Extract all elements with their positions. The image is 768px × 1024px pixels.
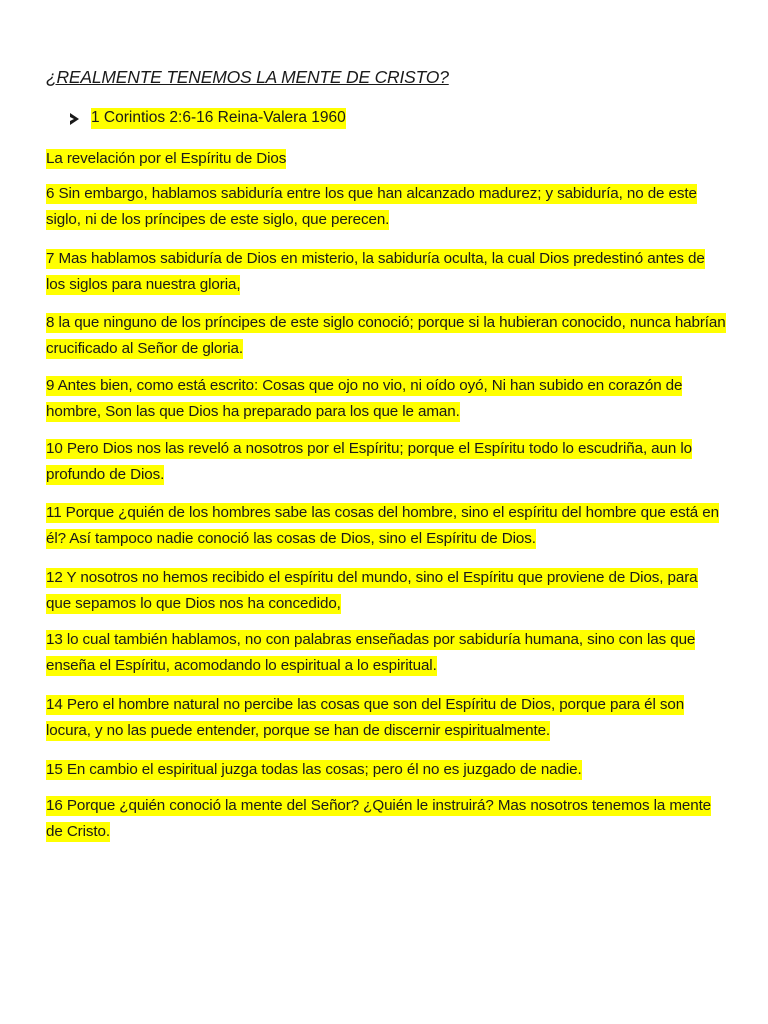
verse-text: 15 En cambio el espiritual juzga todas las cosas; pero él no es juzgado de nadie. xyxy=(46,761,582,778)
scripture-reference xyxy=(70,108,346,129)
document-title: ¿REALMENTE TENEMOS LA MENTE DE CRISTO? xyxy=(46,67,449,87)
verse-text: 8 la que ninguno de los príncipes de este siglo conoció; porque si la hubieran conocido, nunca habrían crucificado al Señor de gloria. xyxy=(46,314,726,357)
verse-text: 6 Sin embargo, hablamos sabiduría entre los que han alcanzado madurez; y sabiduría, no de este siglo, ni de los príncipes de este siglo, que perecen. xyxy=(46,185,697,228)
verse-8 xyxy=(46,310,726,362)
verse-text: 9 Antes bien, como está escrito: Cosas que ojo no vio, ni oído oyó, Ni han subido en corazón de hombre, Son las que Dios ha preparado para los que le aman. xyxy=(46,377,683,420)
verse-text: 10 Pero Dios nos las reveló a nosotros por el Espíritu; porque el Espíritu todo lo escudriña, aun lo profundo de Dios. xyxy=(46,440,692,483)
verse-text: 16 Porque ¿quién conoció la mente del Señor? ¿Quién le instruirá? Mas nosotros tenemos la mente de Cristo. xyxy=(46,797,712,840)
verse-12 xyxy=(46,565,726,617)
arrow-bullet-icon xyxy=(70,113,79,125)
verse-13 xyxy=(46,627,726,679)
verse-7 xyxy=(46,246,726,298)
verse-16 xyxy=(46,793,726,845)
verse-text: 11 Porque ¿quién de los hombres sabe las cosas del hombre, sino el espíritu del hombre que está en él? Así tampoco nadie conoció las cosas de Dios, sino el Espíritu de Dios. xyxy=(46,504,719,547)
verse-text: 12 Y nosotros no hemos recibido el espíritu del mundo, sino el Espíritu que proviene de Dios, para que sepamos lo que Dios nos ha concedido, xyxy=(46,569,698,612)
verse-text: 13 lo cual también hablamos, no con palabras enseñadas por sabiduría humana, sino con las que enseña el Espíritu, acomodando lo espiritual a lo espiritual. xyxy=(46,631,696,674)
verse-9 xyxy=(46,373,726,425)
verse-10 xyxy=(46,436,726,488)
verse-text: 14 Pero el hombre natural no percibe las cosas que son del Espíritu de Dios, porque para él son locura, y no las puede entender, porque se han de discernir espiritualmente. xyxy=(46,696,685,739)
section-heading xyxy=(46,146,726,172)
verse-11 xyxy=(46,500,726,552)
verse-6 xyxy=(46,181,726,233)
verse-15 xyxy=(46,757,726,783)
verse-text: 7 Mas hablamos sabiduría de Dios en misterio, la sabiduría oculta, la cual Dios predestinó antes de los siglos para nuestra gloria, xyxy=(46,250,705,293)
verse-14 xyxy=(46,692,726,744)
reference-text: 1 Corintios 2:6-16 Reina-Valera 1960 xyxy=(91,108,346,129)
heading-text: La revelación por el Espíritu de Dios xyxy=(46,150,287,167)
